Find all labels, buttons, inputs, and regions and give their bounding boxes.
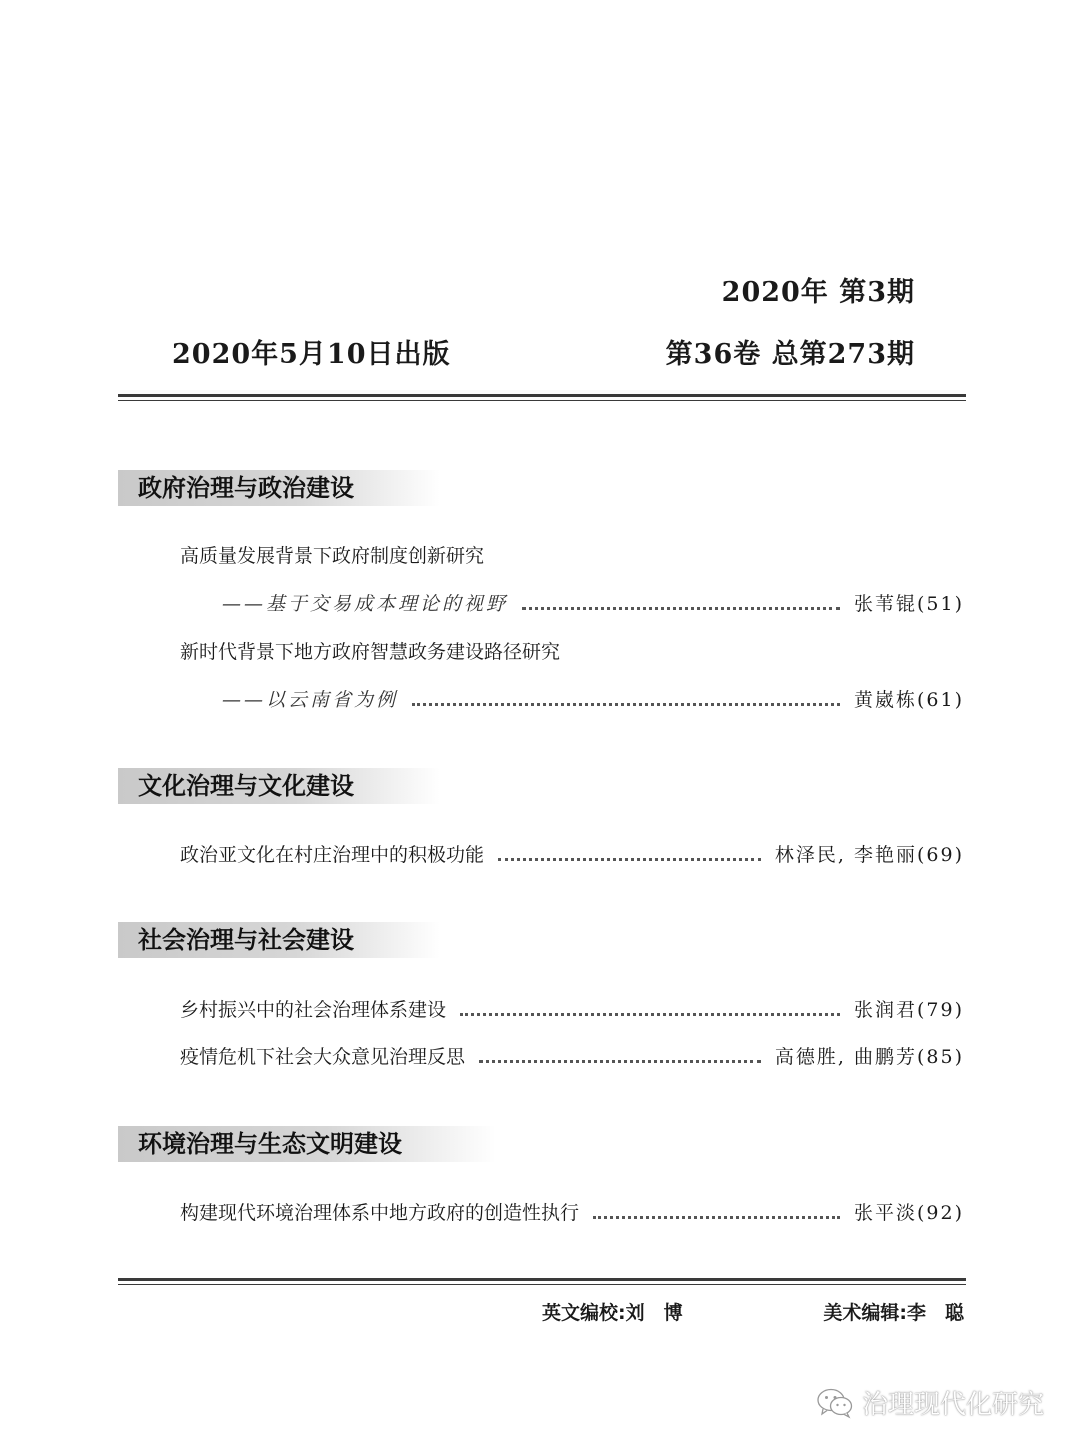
dot-leader [479, 1059, 761, 1063]
section-heading-government: 政府治理与政治建设 [118, 470, 440, 506]
dot-leader [522, 606, 840, 610]
toc-entry[interactable] [180, 1039, 964, 1069]
article-title[interactable]: 高质量发展背景下政府制度创新研究 [180, 545, 485, 567]
dot-leader [412, 702, 840, 706]
toc-entry[interactable] [180, 1195, 964, 1225]
watermark [816, 1384, 1044, 1421]
wechat-icon [816, 1387, 854, 1419]
article-title[interactable]: 新时代背景下地方政府智慧政务建设路径研究 [180, 641, 561, 663]
article-author-page: 高德胜, 曲鹏芳(85) [774, 1046, 964, 1068]
issue-number: 2020年 第3期 [721, 277, 915, 308]
footer-divider [118, 1278, 966, 1285]
article-author-page: 张润君(79) [853, 999, 964, 1021]
article-subtitle: ——基于交易成本理论的视野 [222, 593, 509, 615]
watermark-text: 治理现代化研究 [861, 1390, 1044, 1420]
toc-entry[interactable] [180, 837, 964, 867]
article-title: 政治亚文化在村庄治理中的积极功能 [180, 844, 485, 866]
section-heading-culture: 文化治理与文化建设 [118, 768, 440, 804]
article-author-page: 张平淡(92) [853, 1202, 964, 1224]
article-author-page: 黄崴栋(61) [853, 689, 964, 711]
section-heading-society: 社会治理与社会建设 [118, 922, 440, 958]
dot-leader [498, 857, 761, 861]
dot-leader [593, 1215, 840, 1219]
article-title: 构建现代环境治理体系中地方政府的创造性执行 [180, 1202, 580, 1224]
article-title: 疫情危机下社会大众意见治理反思 [180, 1046, 466, 1068]
section-heading-environment: 环境治理与生态文明建设 [118, 1126, 496, 1162]
toc-entry[interactable] [222, 682, 964, 712]
dot-leader [460, 1012, 840, 1016]
art-editor: 美术编辑:李 聪 [823, 1302, 964, 1324]
header-divider [118, 394, 966, 401]
toc-entry[interactable] [180, 992, 964, 1022]
article-subtitle: ——以云南省为例 [222, 689, 399, 711]
english-editor: 英文编校:刘 博 [542, 1302, 683, 1324]
volume-number: 第36卷 总第273期 [665, 339, 915, 370]
article-author-page: 林泽民, 李艳丽(69) [774, 844, 964, 866]
toc-entry[interactable] [222, 586, 964, 616]
article-author-page: 张苇锟(51) [853, 593, 964, 615]
article-title: 乡村振兴中的社会治理体系建设 [180, 999, 447, 1021]
publish-date: 2020年5月10日出版 [172, 339, 451, 370]
